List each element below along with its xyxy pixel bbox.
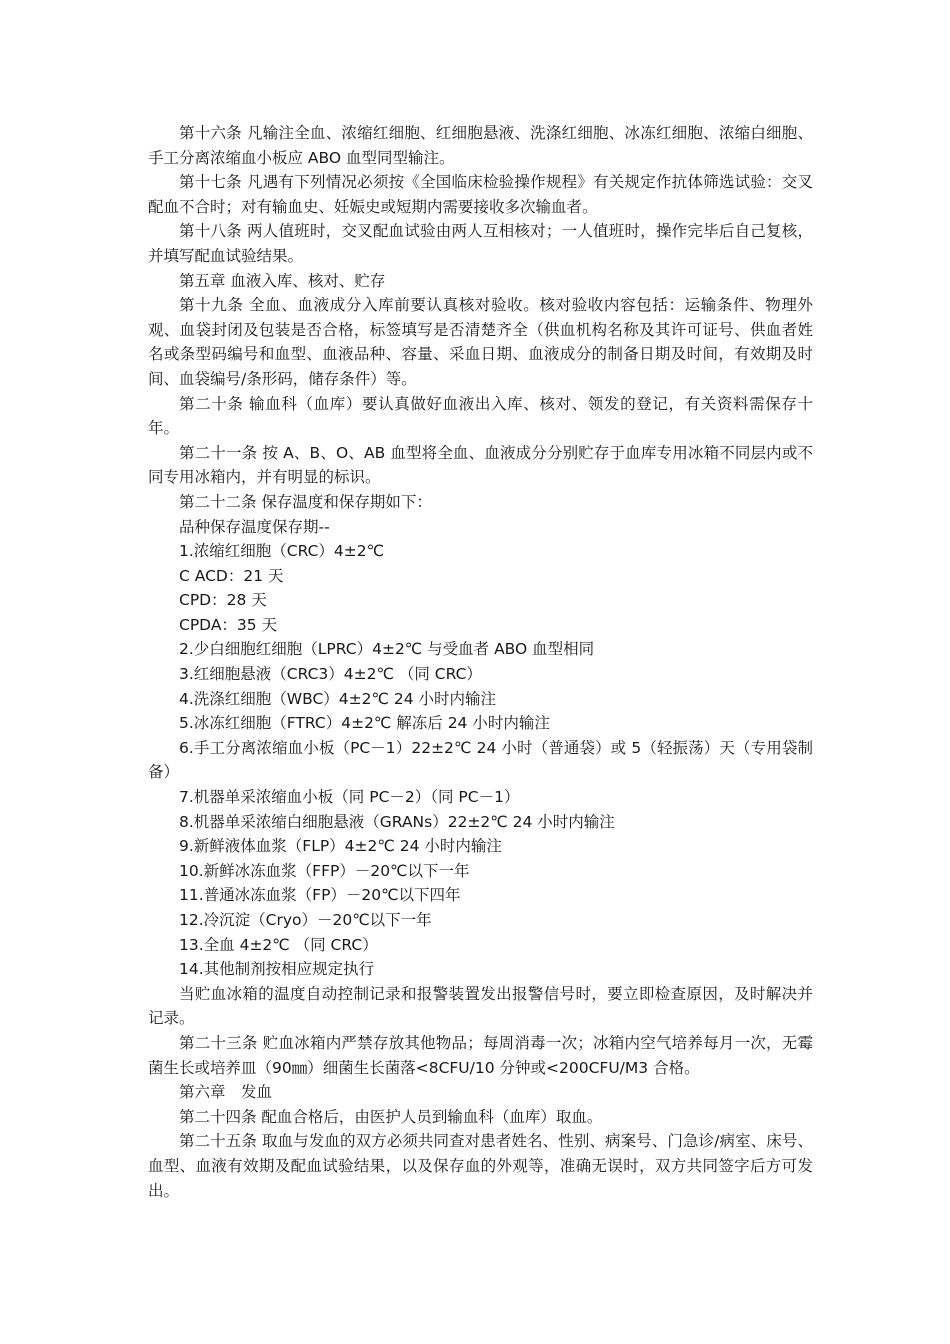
list-item: 2.少白细胞红细胞（LPRC）4±2℃ 与受血者 ABO 血型相同: [179, 640, 595, 659]
paragraph-article-18: 第十八条 两人值班时，交叉配血试验由两人互相核对；一人值班时，操作完毕后自己复核，并填写配血试验结果。: [148, 222, 813, 265]
document-page: [148, 121, 813, 1203]
list-item: 1.浓缩红细胞（CRC）4±2℃: [179, 542, 385, 561]
list-item: 9.新鲜液体血浆（FLP）4±2℃ 24 小时内输注: [179, 837, 502, 856]
list-item: 8.机器单采浓缩白细胞悬液（GRANs）22±2℃ 24 小时内输注: [179, 812, 615, 831]
list-item: CPD：28 天: [179, 591, 267, 610]
paragraph-alarm-note: 当贮血冰箱的温度自动控制记录和报警装置发出报警信号时，要立即检查原因，及时解决并记录。: [148, 984, 813, 1028]
chapter-heading-5: 第五章 血液入库、核对、贮存: [179, 271, 386, 290]
list-item: 13.全血 4±2℃ （同 CRC）: [179, 935, 378, 954]
paragraph-article-25: 第二十五条 取血与发血的双方必须共同查对患者姓名、性别、病案号、门急诊/病室、床号、血型、血液有效期及配血试验结果，以及保存血的外观等，准确无误时，双方共同签字后方可发出。: [148, 1132, 813, 1200]
list-item: 10.新鲜冰冻血浆（FFP）－20℃以下一年: [179, 861, 470, 880]
list-item: 14.其他制剂按相应规定执行: [179, 960, 375, 979]
list-item: 12.冷沉淀（Cryo）－20℃以下一年: [179, 911, 432, 929]
storage-table-header: 品种保存温度保存期--: [179, 517, 330, 536]
paragraph-article-22: 第二十二条 保存温度和保存期如下：: [179, 492, 432, 511]
chapter-heading-6: 第六章 发血: [179, 1083, 273, 1102]
list-item: 3.红细胞悬液（CRC3）4±2℃ （同 CRC）: [179, 665, 482, 684]
list-item: 4.洗涤红细胞（WBC）4±2℃ 24 小时内输注: [179, 689, 496, 708]
paragraph-article-20: 第二十条 输血科（血库）要认真做好血液出入库、核对、领发的登记，有关资料需保存十年。: [148, 394, 813, 438]
list-item: C ACD：21 天: [179, 566, 284, 585]
paragraph-article-19: 第十九条 全血、血液成分入库前要认真核对验收。核对验收内容包括：运输条件、物理外观、血袋封闭及包装是否合格，标签填写是否清楚齐全（供血机构名称及其许可证号、供血者姓名或条型码编号和血型、血液品种、容量、采血日期、血液成分的制备日期及时间，有效期及时间、血袋编号/条形码，储存条件）等。: [148, 296, 813, 388]
list-item: 11.普通冰冻血浆（FP）－20℃以下四年: [179, 886, 461, 905]
paragraph-article-23: 第二十三条 贮血冰箱内严禁存放其他物品；每周消毒一次；冰箱内空气培养每月一次，无霉菌生长或培养皿（90㎜）细菌生长菌落<8CFU/10 分钟或<200CFU/M3 合格。: [148, 1033, 813, 1077]
list-item: 5.冰冻红细胞（FTRC）4±2℃ 解冻后 24 小时内输注: [179, 714, 550, 733]
list-item: 6.手工分离浓缩血小板（PC－1）22±2℃ 24 小时（普通袋）或 5（轻振荡）天（专用袋制备）: [148, 738, 813, 782]
paragraph-article-16: 第十六条 凡输注全血、浓缩红细胞、红细胞悬液、洗涤红细胞、冰冻红细胞、浓缩白细胞、手工分离浓缩血小板应 ABO 血型同型输注。: [148, 124, 813, 167]
list-item: CPDA：35 天: [179, 615, 278, 634]
paragraph-article-24: 第二十四条 配血合格后，由医护人员到输血科（血库）取血。: [179, 1107, 603, 1126]
list-item: 7.机器单采浓缩血小板（同 PC－2）（同 PC－1）: [179, 788, 520, 807]
paragraph-article-17: 第十七条 凡遇有下列情况必须按《全国临床检验操作规程》有关规定作抗体筛选试验：交叉配血不合时；对有输血史、妊娠史或短期内需要接收多次输血者。: [148, 173, 813, 216]
paragraph-article-21: 第二十一条 按 A、B、O、AB 血型将全血、血液成分分别贮存于血库专用冰箱不同层内或不同专用冰箱内，并有明显的标识。: [148, 443, 813, 487]
